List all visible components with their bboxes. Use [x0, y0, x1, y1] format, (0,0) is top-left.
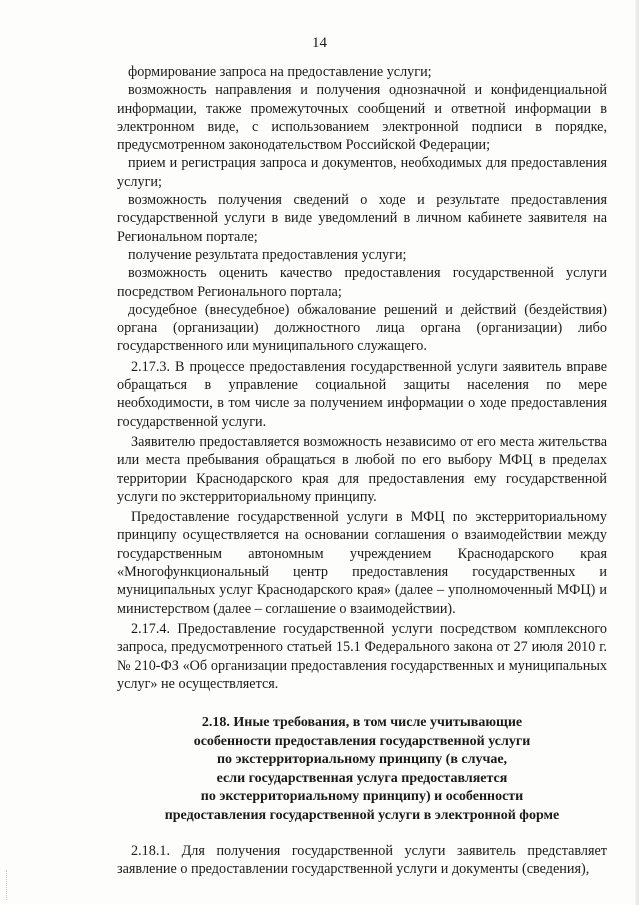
page-number: 14: [312, 35, 327, 51]
paragraph: получение результата предоставления услуги;: [128, 246, 407, 263]
scan-edge: [635, 0, 639, 905]
paragraph: 2.18.1. Для получения государственной услуги заявитель представляет заявление о предоставлении государственной услуги и документы (сведения),: [117, 843, 607, 878]
paragraph: Предоставление государственной услуги в МФЦ по экстерриториальному принципу осуществляется на основании соглашения о взаимодействии между государственным автономным учреждением Краснодарского края «Многофункциональный центр предоставления государственных и муниципальных услуг Краснодарского края» (далее – уполномоченный МФЦ) и министерством (далее – соглашение о взаимодействии).: [117, 509, 607, 617]
heading-line: предоставления государственной услуги в электронной форме: [164, 807, 560, 823]
paragraph: возможность направления и получения однозначной и конфиденциальной информации, также промежуточных сообщений и ответной информации в электронном виде, с использованием электронной подписи в порядке, предусмотренном законодательством Российской Федерации;: [117, 82, 607, 154]
heading-line: 2.18. Иные требования, в том числе учитывающие: [201, 715, 523, 731]
paragraph: 2.17.3. В процессе предоставления государственной услуги заявитель вправе обращаться в управление социальной защиты населения по мере необходимости, в том числе за получением информации о ходе предоставления государственной услуги.: [117, 358, 607, 430]
heading-line: по экстерриториальному принципу (в случае,: [216, 752, 508, 768]
heading-line: по экстерриториальному принципу) и особенности: [200, 789, 524, 805]
paragraph: 2.17.4. Предоставление государственной услуги посредством комплексного запроса, предусмотренного статьей 15.1 Федерального закона от 27 июля 2010 г. № 210-ФЗ «Об организации предоставления государственных и муниципальных услуг» не осуществляется.: [117, 620, 607, 692]
paragraph: формирование запроса на предоставление услуги;: [128, 64, 432, 80]
paragraph: возможность оценить качество предоставления государственной услуги посредством Регионального портала;: [117, 265, 607, 300]
paragraph: возможность получения сведений о ходе и результате предоставления государственной услуги в виде уведомлений в личном кабинете заявителя на Региональном портале;: [117, 192, 607, 245]
paragraph: прием и регистрация запроса и документов, необходимых для предоставления услуги;: [117, 155, 607, 190]
section-heading: [117, 714, 607, 825]
paragraph: досудебное (внесудебное) обжалование решений и действий (бездействия) органа (организации) должностного лица органа (организации) либо государственного или муниципального служащего.: [117, 301, 607, 355]
heading-line: особенности предоставления государственной услуги: [193, 733, 531, 749]
heading-line: если государственная услуга предоставляется: [216, 770, 508, 786]
document-body: [117, 63, 607, 879]
paragraph: Заявителю предоставляется возможность независимо от его места жительства или места пребывания обращаться в любой по его выбору МФЦ в пределах территории Краснодарского края для предоставления ему государственной услуги по экстерриториальному принципу.: [117, 433, 607, 505]
scan-margin-marks: [6, 870, 9, 900]
